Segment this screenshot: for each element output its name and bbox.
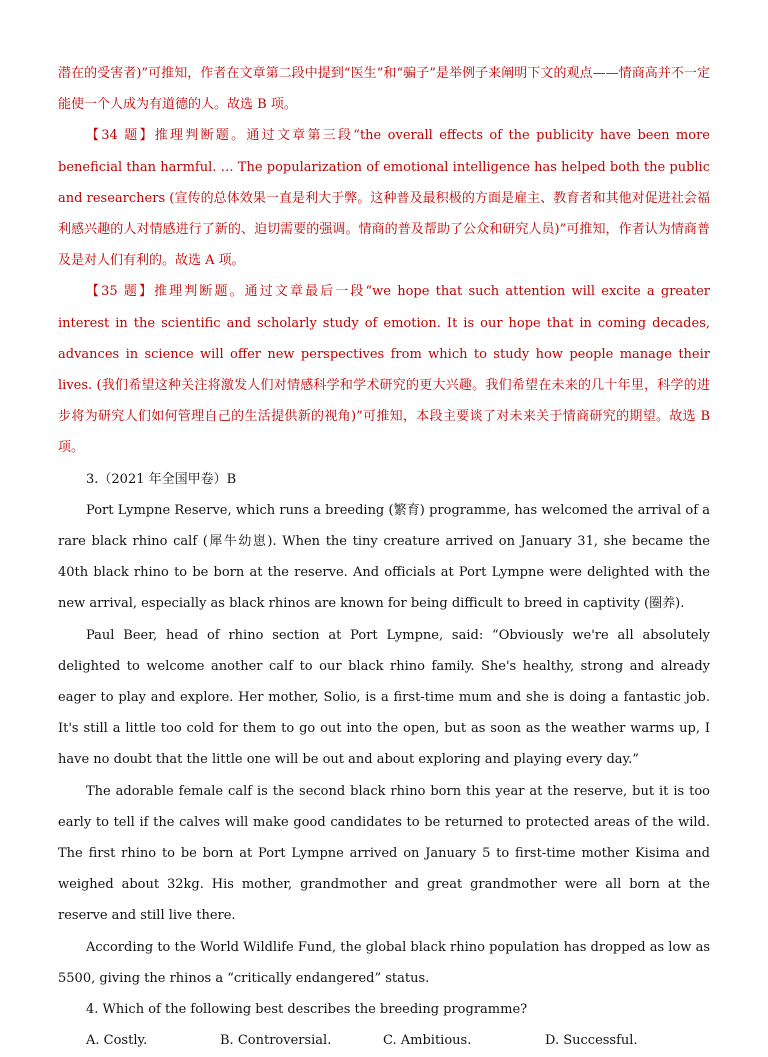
document-content: [58, 58, 710, 1057]
option-c: C. Ambitious.: [383, 1033, 472, 1049]
analysis-34: 【34 题】推理判断题。通过文章第三段“the overall effects of the publicity have been more beneficial than harmful. … The popularization of emotional intelligence has helped both the public and researchers (宣传的总体效果一直是利大于弊。这种普及最积极的方面是雇主、教育者和其他对促进社会福利感兴趣的人对情感进行了新的、迫切需要的强调。情商的普及帮助了公众和研究人员)”可推知，作者认为情商普及是对人们有利的。故选 A 项。: [58, 128, 710, 269]
option-a: A. Costly.: [86, 1033, 148, 1049]
option-b: B. Controversial.: [220, 1033, 332, 1049]
question-stem: 4. Which of the following best describes the breeding programme?: [86, 1002, 528, 1018]
analysis-35: 【35 题】推理判断题。通过文章最后一段“we hope that such attention will excite a greater interest in the scientific and scholarly study of emotion. It is our hope that in coming decades, advances in science will offer new perspectives from which to study how people manage their lives. (我们希望这种关注将激发人们对情感科学和学术研究的更大兴趣。我们希望在未来的几十年里，科学的进步将为研究人们如何管理自己的生活提供新的视角)”可推知，本段主要谈了对未来关于情商研究的期望。故选 B 项。: [58, 284, 710, 456]
answer-options: [58, 1025, 710, 1056]
passage-heading: 3.（2021 年全国甲卷）B: [86, 471, 237, 487]
passage-paragraph-2: Paul Beer, head of rhino section at Port Lympne, said: “Obviously we're all absolutely delighted to welcome another calf to our black rhino family. She's healthy, strong and already eager to play and explore. Her mother, Solio, is a first-time mum and she is doing a fantastic job. It's still a little too cold for them to go out into the open, but as soon as the weather warms up, I have no doubt that the little one will be out and about exploring and playing every day.”: [58, 627, 710, 768]
passage-paragraph-4: According to the World Wildlife Fund, the global black rhino population has dropped as low as 5500, giving the rhinos a “critically endangered” status.: [58, 939, 710, 986]
passage-paragraph-1: Port Lympne Reserve, which runs a breeding (繁育) programme, has welcomed the arrival of a rare black rhino calf (犀牛幼崽). When the tiny creature arrived on January 31, she became the 40th black rhino to be born at the reserve. And officials at Port Lympne were delighted with the new arrival, especially as black rhinos are known for being difficult to breed in captivity (圈养).: [58, 502, 710, 612]
analysis-33-continuation: 潜在的受害者)”可推知，作者在文章第二段中提到“医生”和“骗子”是举例子来阐明下文的观点——情商高并不一定能使一个人成为有道德的人。故选 B 项。: [58, 66, 710, 113]
passage-paragraph-3: The adorable female calf is the second black rhino born this year at the reserve, but it is too early to tell if the calves will make good candidates to be returned to protected areas of the wild. The first rhino to be born at Port Lympne arrived on January 5 to first-time mother Kisima and weighed about 32kg. His mother, grandmother and great grandmother were all born at the reserve and still live there.: [58, 783, 710, 924]
option-d: D. Successful.: [545, 1033, 638, 1049]
